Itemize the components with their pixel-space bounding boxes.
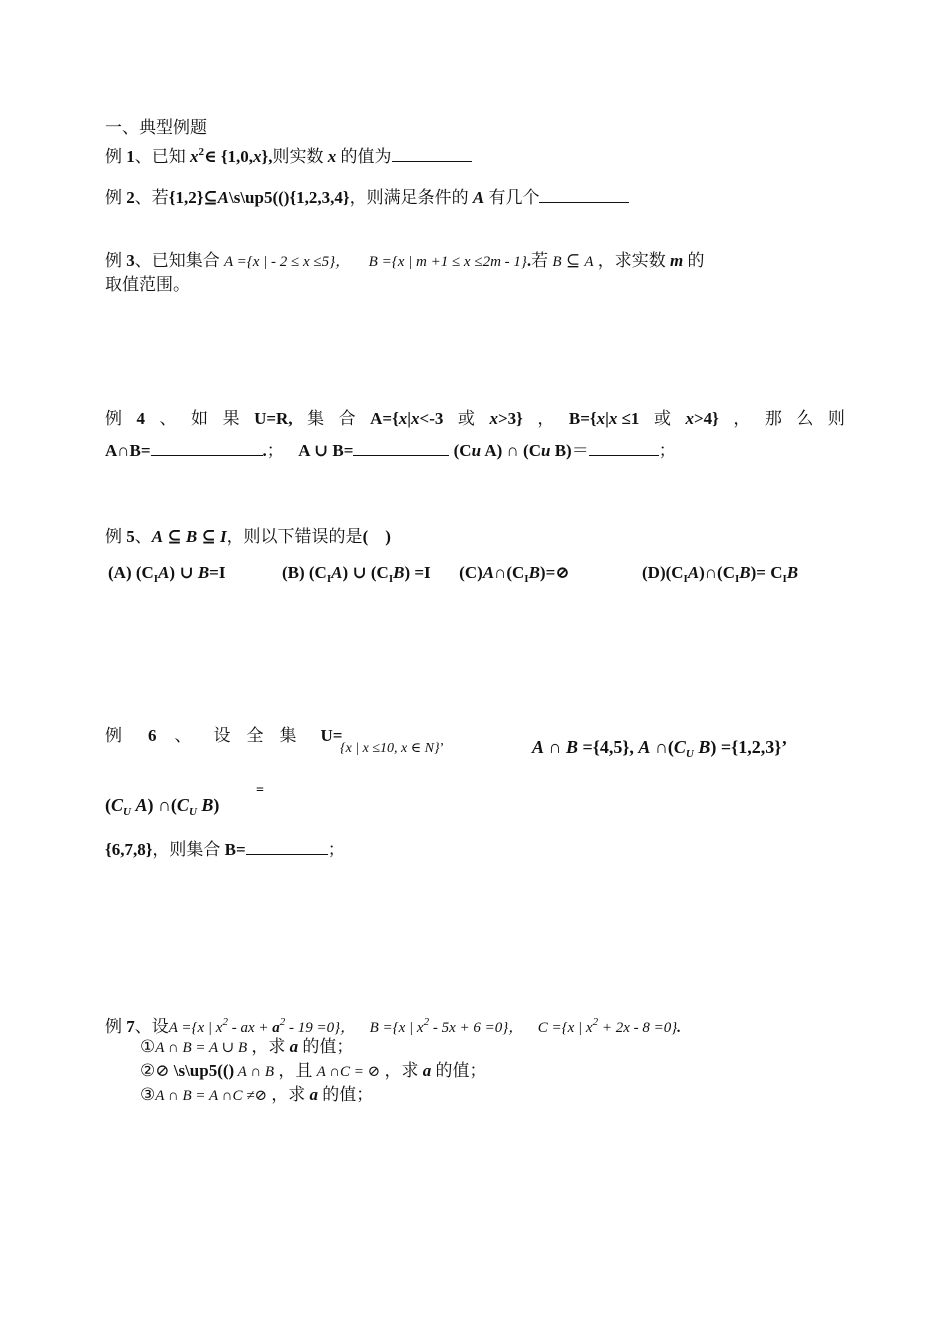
set-a-equation: A ={x | $x^2$ - ax + $a^2 - 19 =0$}，	[168, 1016, 356, 1036]
answer-blank	[539, 186, 629, 203]
example-7-q3: ③A ∩ B = A ∩C ≠⊘ ，求 a 的值；	[140, 1085, 374, 1104]
set-b-definition: B ={x | m +1 ≤ x ≤2m - 1}	[368, 254, 527, 270]
example-3: 例 3、已知集合 A ={x | - 2 ≤ x ≤5}， B ={x | m +1 ≤ x ≤2m - 1}.若 B ⊆ A ，求实数 m 的	[105, 251, 705, 270]
example-1-text: $x^2\in$ {1,0,x},	[190, 146, 273, 166]
example-1: 例 1、已知 $x^2\in$ {1,0,x},则实数 x 的值为	[105, 141, 472, 168]
union-expression: A ∪ B=	[298, 441, 354, 460]
equals-sign: =	[256, 783, 264, 798]
set-c-equation: C ={x | $x^2 + 2x - 8 =0$}.	[537, 1016, 681, 1036]
example-5: 例 5、A ⊆ B ⊆ I，则以下错误的是( )	[105, 527, 391, 546]
answer-blank	[392, 145, 472, 162]
universal-set: {x | x ≤10, x ∈ N}’	[340, 741, 445, 756]
answer-blank	[353, 439, 449, 456]
section-title: 一、典型例题	[105, 118, 207, 137]
set-b-equation: B ={x | $x^2 - 5x + 6 =0$}，	[369, 1016, 524, 1036]
example-3-line2: 取值范围。	[105, 275, 190, 294]
answer-blank	[589, 439, 659, 456]
example-4: 例 4 、 如 果 U=R, 集 合 A={x|x<-3 或 x>3} ， B={x|x ≤1 或 x>4} ， 那 么 则	[105, 409, 845, 428]
example-7-q2: ②⊘ \s\up5(() A ∩ B ，且 A ∩C = ⊘ ，求 a 的值；	[140, 1061, 487, 1080]
set-a-condition: A={x|x<-3	[370, 409, 444, 428]
example-6: 例 6 、 设 全 集 U=	[105, 726, 343, 745]
option-d: $(D)(C_IA)\cap(C_IB)= C_IB$	[642, 563, 799, 585]
example-2: 例 2、若{1,2}⊆A\s\up5((){1,2,3,4}，则满足条件的 A 有几个	[105, 186, 629, 209]
option-c: $(C)A\cap(C_IB)=⊘$	[459, 563, 570, 585]
answer-blank	[151, 439, 263, 456]
example-6-line3: {6,7,8}，则集合 B= ；	[105, 840, 345, 859]
complement-expression: (Cu A) ∩ (Cu B)	[453, 441, 572, 460]
example-4-line2: A∩B= .； A ∪ B= (Cu A) ∩ (Cu B)＝ ；	[105, 441, 676, 460]
example-6-condition: A ∩ B ={4,5}, A $\cap(C_U$ B) ={1,2,3}’	[532, 737, 788, 760]
example-6-complement: ($C_U$ A) $\cap(C_U$ B)	[105, 795, 220, 818]
example-7-q1: ①A ∩ B = A ∪ B ，求 a 的值；	[140, 1037, 354, 1056]
set-b-condition: B={x|x ≤1	[568, 409, 640, 428]
set-a-definition: A ={x | - 2 ≤ x ≤5}，	[224, 254, 351, 270]
option-a: (A) $(C_IA)$ ∪ B=I	[108, 563, 226, 585]
answer-blank	[246, 838, 328, 855]
option-b: (B) $(C_IA)$ ∪ $(C_IB) =I$	[281, 563, 431, 585]
example-7: 例 7、设A ={x | $x^2$ - ax + $a^2 - 19 =0$}， B ={x | $x^2 - 5x + 6 =0$}， C ={x | $x^2 + 2x - 8 =0$}.	[105, 1016, 681, 1036]
example-2-set: {1,2}⊆A\s\up5((){1,2,3,4}	[168, 188, 350, 207]
example-5-options	[108, 562, 798, 590]
example-label: 例 1	[105, 147, 135, 166]
